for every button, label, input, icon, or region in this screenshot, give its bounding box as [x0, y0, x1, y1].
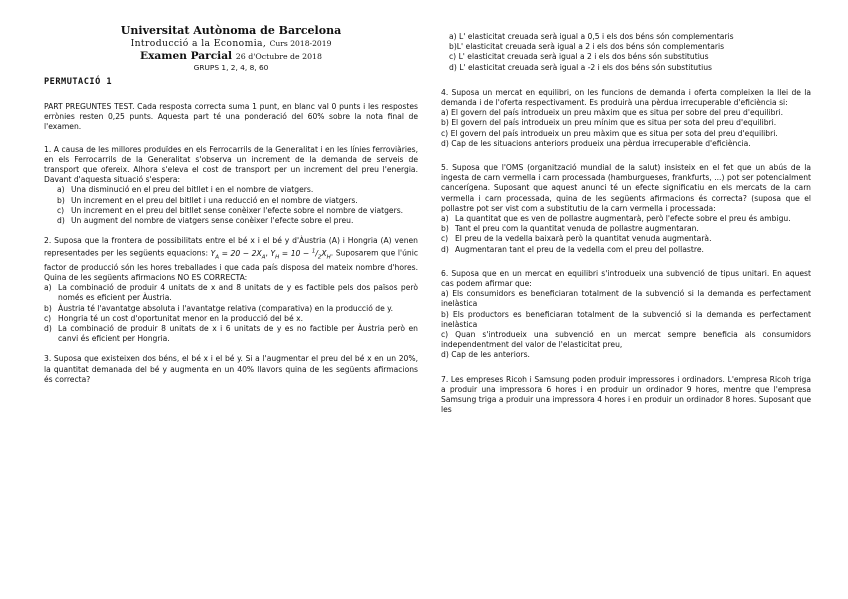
question-7 [441, 375, 811, 416]
answer-option: a) La quantitat que es ven de pollastre augmentarà, però l'efecte sobre el preu és ambigu. [441, 214, 791, 224]
answer-option: c) Hongria té un cost d'oportunitat menor en la producció del bé x. [44, 313, 303, 323]
exam-title [44, 50, 418, 63]
university-title: Universitat Autònoma de Barcelona [120, 24, 342, 37]
answer-option: c) El govern del país introdueix un preu màxim que es situa per sota del preu d'equilibri. [441, 128, 778, 138]
answer-option: a) Els consumidors es beneficiaran totalment de la subvenció si la demanda es perfectament inelàstica [441, 289, 811, 309]
question-3-options [441, 32, 811, 73]
course-year: Curs 2018-2019 [269, 39, 332, 48]
answer-option: d) Augmentaran tant el preu de la vedella com el preu del pollastre. [441, 244, 704, 254]
answer-option: a) L' elasticitat creuada serà igual a 0,5 i els dos béns són complementaris [449, 32, 734, 41]
question-4 [441, 88, 811, 149]
left-column [44, 24, 418, 385]
question-text: 3. Suposa que existeixen dos béns, el bé x i el bé y. Si a l'augmentar el preu del bé x en un 20%, la quantitat demanada del bé y augmenta en un 40% llavors quina de les següents afirmacions és correcta? [44, 354, 418, 384]
answer-option: d) La combinació de produir 8 unitats de x i 6 unitats de y es no factible per Àustria però en canvi és eficient per Hongria. [44, 323, 418, 344]
question-text: 6. Suposa que en un mercat en equilibri s'introdueix una subvenció de tipus unitari. En aquest cas podem afirmar que: [441, 268, 811, 289]
answer-options [44, 283, 418, 344]
answer-option: b) El govern del país introdueix un preu mínim que es situa per sota del preu d'equilibri. [441, 118, 777, 128]
question-3 [44, 354, 418, 385]
course-name: Introducció a la Economia, [130, 38, 267, 49]
exam-date: 26 d'Octubre de 2018 [235, 52, 322, 61]
question-text: 5. Suposa que l'OMS (organització mundial de la salut) insisteix en el fet que un abús de la ingesta de carn vermella i carn processada (hamburgueses, frankfurts, ...) pot ser potencialment cancerígena. Suposant que aquest anunci té un efecte significatiu en els mercats de la carn vermella i carn processada, quina de les següents afirmacions és correcta? (suposa que el pollastre pot ser vist com a substitutiu de la carn vermella i processada: [441, 163, 811, 213]
answer-option: c) El preu de la vedella baixarà però la quantitat venuda augmentarà. [441, 234, 712, 244]
answer-option: d) Un augment del nombre de viatgers sense conèixer l'efecte sobre el preu. [57, 216, 354, 226]
answer-option: c) L' elasticitat creuada serà igual a 2 i els dos béns són substitutius [449, 52, 709, 62]
answer-option: d) Cap de les situacions anteriors produeix una pèrdua irrecuperable d'eficiència. [441, 138, 751, 148]
right-column [441, 32, 811, 416]
answer-option: d) Cap de les anteriors. [441, 350, 530, 360]
question-1 [44, 145, 418, 227]
answer-option: a) Una disminució en el preu del bitllet i en el nombre de viatgers. [57, 185, 314, 195]
question-text: 2. Suposa que la frontera de possibilitats entre el bé x i el bé y d'Àustria (A) i Hongria (A) venen representades per les següents equacions: $Y_A = 20 - 2X_A$, $Y_H = 10 - ^1/_2X_H$. Suposarem que l'únic factor de producció són les hores treballades i que cada país disposa del mateix nombre d'hores. Quina de les següents afirmacions NO ES CORRECTA: [44, 236, 419, 282]
answer-option: b) Tant el preu com la quantitat venuda de pollastre augmentaran. [441, 224, 699, 234]
intro-paragraph: PART PREGUNTES TEST. Cada resposta correcta suma 1 punt, en blanc val 0 punts i les respostes errònies resten 0,25 punts. Aquesta part té una ponderació del 60% sobre la nota final de l'examen. [44, 102, 418, 132]
answer-option: a) La combinació de produir 4 unitats de x and 8 unitats de y es factible pels dos països però només es eficient per Àustria. [44, 283, 418, 303]
equation-austria: $Y_A = 20 - 2X_A$ [210, 248, 266, 261]
question-text: 1. A causa de les millores produïdes en els Ferrocarrils de la Generalitat i en les línies ferroviàries, en els Ferrocarrils de la Generalitat s'observa un increment de la demanda de serveis de transport que ofereix. Alhora s'eleva el cost de transport per un increment del preu l'energia. Davant d'aquesta situació s'espera: [44, 144, 418, 185]
answer-option: b) Un increment en el preu del bitllet i una reducció en el nombre de viatgers. [57, 195, 358, 205]
answer-option: c) Quan s'introdueix una subvenció en un mercat sempre beneficia als consumidors independentment del valor de l'elasticitat preu, [441, 330, 811, 350]
answer-option: b) Àustria té l'avantatge absoluta i l'avantatge relativa (comparativa) en la producció de y. [44, 303, 393, 313]
answer-option: c) Un increment en el preu del bitllet sense conèixer l'efecte sobre el nombre de viatgers. [57, 205, 404, 215]
answer-option: d) L' elasticitat creuada serà igual a -2 i els dos béns són substitutius [449, 62, 712, 72]
answer-option: b) Els productors es beneficiaran totalment de la subvenció si la demanda es perfectament inelàstica [441, 309, 811, 329]
answer-option: a) El govern del país introdueix un preu màxim que es situa per sobre del preu d'equilibri. [441, 108, 784, 118]
answer-options [44, 185, 418, 226]
exam-name: Examen Parcial [140, 50, 233, 62]
permutation-label: PERMUTACIÓ 1 [44, 77, 113, 87]
answer-options [441, 214, 811, 255]
question-text: 7. Les empreses Ricoh i Samsung poden produir impressores i ordinadors. L'empresa Ricoh triga a produir una impressora 6 hores i en produir un ordinador 9 hores, mentre que l'empresa Samsung triga a produir una impressora 4 hores i en produir un ordinador 8 hores. Suposant que les [441, 374, 811, 415]
question-text: 4. Suposa un mercat en equilibri, on les funcions de demanda i oferta compleixen la llei de la demanda i de l'oferta respectivament. Es produirà una pèrdua irrecuperable d'eficiència si: [441, 87, 811, 108]
answer-option: b)L' elasticitat creuada serà igual a 2 i els dos béns són complementaris [449, 42, 725, 52]
question-5 [441, 163, 811, 255]
question-2 [44, 236, 418, 344]
exam-groups: GRUPS 1, 2, 4, 8, 60 [193, 63, 269, 72]
question-6 [441, 269, 811, 361]
course-title [44, 38, 418, 50]
equation-hungary: $Y_H = 10 - ^1/_2X_H$ [270, 248, 331, 261]
